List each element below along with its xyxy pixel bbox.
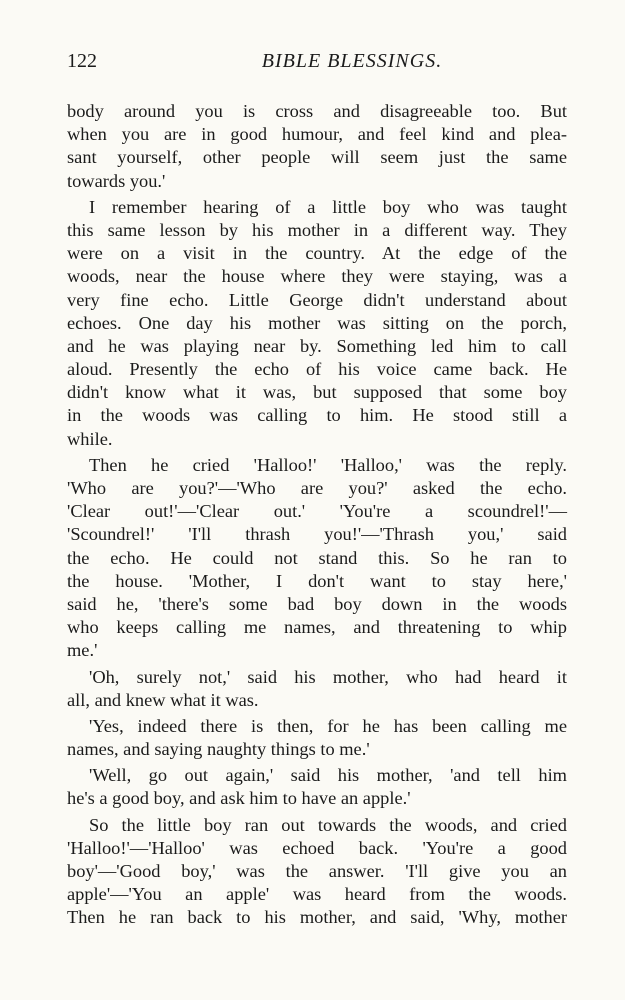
text-line: 'Clear out!'—'Clear out.' 'You're a scoundrel!'— <box>67 501 567 522</box>
text-line: 'Halloo!'—'Halloo' was echoed back. 'You're a good <box>67 837 567 858</box>
text-line: didn't know what it was, but supposed that some boy <box>67 382 567 403</box>
text-line: So the little boy ran out towards the woods, and cried <box>89 814 567 835</box>
text-line: Then he cried 'Halloo!' 'Halloo,' was the reply. <box>89 454 567 475</box>
text-line: aloud. Presently the echo of his voice came back. He <box>67 359 567 380</box>
text-line: echoes. One day his mother was sitting on the porch, <box>67 312 567 333</box>
text-line: sant yourself, other people will seem just the same <box>67 147 567 168</box>
text-line: the echo. He could not stand this. So he ran to <box>67 547 567 568</box>
text-line: 'Yes, indeed there is then, for he has been calling me <box>89 715 567 736</box>
text-line: in the woods was calling to him. He stood still a <box>67 405 567 426</box>
text-line: me.' <box>67 640 98 661</box>
text-line: all, and knew what it was. <box>67 689 259 710</box>
text-line: apple'—'You an apple' was heard from the woods. <box>67 884 567 905</box>
text-line: Then he ran back to his mother, and said, 'Why, mother <box>67 907 567 928</box>
text-line: very fine echo. Little George didn't understand about <box>67 289 567 310</box>
text-line: while. <box>67 428 113 449</box>
text-line: 'Oh, surely not,' said his mother, who had heard it <box>89 666 567 687</box>
text-line: the house. 'Mother, I don't want to stay here,' <box>67 570 567 591</box>
text-line: when you are in good humour, and feel kind and plea- <box>67 124 567 145</box>
text-line: 'Scoundrel!' 'I'll thrash you!'—'Thrash you,' said <box>67 524 567 545</box>
text-line: this same lesson by his mother in a different way. They <box>67 219 567 240</box>
body-text <box>67 100 567 930</box>
text-line: who keeps calling me names, and threatening to whip <box>67 617 567 638</box>
running-title: BIBLE BLESSINGS. <box>261 50 443 72</box>
text-line: 'Who are you?'—'Who are you?' asked the echo. <box>67 478 567 498</box>
page-header <box>67 50 567 80</box>
text-line: I remember hearing of a little boy who was taught <box>89 196 567 217</box>
text-line: said he, 'there's some bad boy down in the woods <box>67 593 567 614</box>
text-line: body around you is cross and disagreeable too. But <box>67 101 567 121</box>
text-line: and he was playing near by. Something led him to call <box>67 335 567 356</box>
page-number: 122 <box>67 50 97 72</box>
text-line: 'Well, go out again,' said his mother, 'and tell him <box>89 765 567 786</box>
text-line: he's a good boy, and ask him to have an apple.' <box>67 788 411 809</box>
text-line: woods, near the house where they were staying, was a <box>67 266 567 287</box>
text-line: towards you.' <box>67 170 166 191</box>
text-line: names, and saying naughty things to me.' <box>67 739 370 760</box>
text-line: boy'—'Good boy,' was the answer. 'I'll give you an <box>67 861 567 881</box>
text-line: were on a visit in the country. At the edge of the <box>67 243 567 264</box>
